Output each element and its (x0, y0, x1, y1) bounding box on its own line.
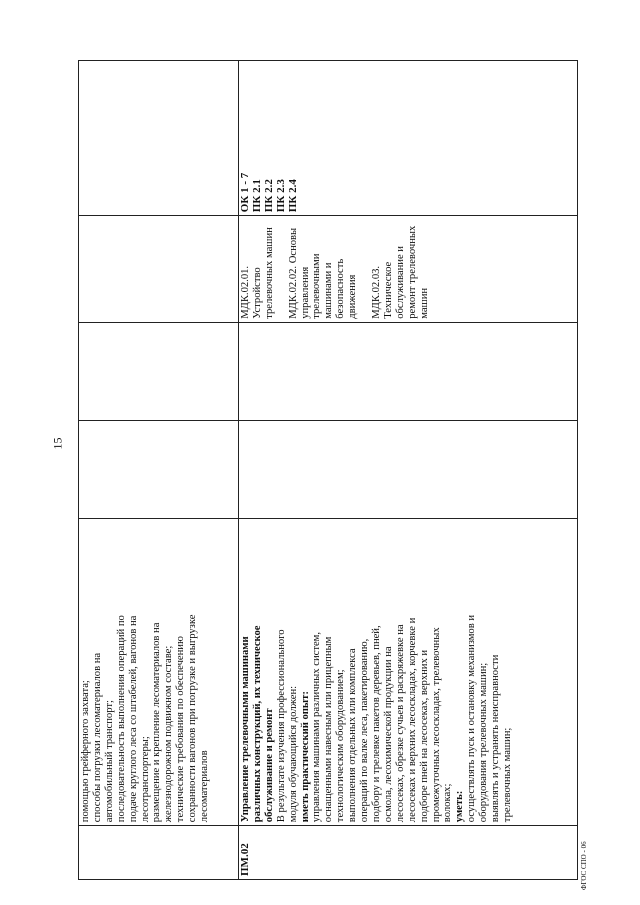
mdk-line: машин (418, 287, 430, 319)
mdk-line: МДК.02.01. (240, 265, 251, 319)
mdk-line: трелевочных машин (263, 227, 275, 319)
description-line: технологическим оборудованием; (335, 669, 347, 823)
description-line: осуществлять пуск и остановку механизмов и (466, 614, 478, 823)
competency-code: ПК 2.4 (286, 179, 299, 213)
description-line: промежуточных лесоскладах, трелевочных (430, 627, 442, 823)
curriculum-table (78, 60, 578, 880)
description-line: операций по валке леса, пакетированию, (359, 638, 371, 823)
mdk-line: движения (347, 274, 359, 319)
mdk-cell (79, 216, 239, 323)
hours-cell (239, 420, 578, 518)
description-line: железнодорожном подвижном составе; (163, 645, 175, 823)
table-row (239, 61, 578, 880)
description-line: лесотранспортеры; (139, 736, 151, 823)
description-line: оборудования трелевочных машин; (478, 662, 490, 823)
description-line: различных конструкций, их техническое (251, 625, 263, 823)
description-line: Управление трелевочными машинами (240, 636, 251, 823)
table-row (79, 61, 239, 880)
description-line: уметь: (454, 790, 466, 823)
mdk-line: машинами и (323, 262, 335, 319)
description-line: модуля обучающийся должен: (287, 685, 299, 823)
module-code: ПМ.02 (239, 843, 251, 876)
description-line: помощью грейферного захвата; (80, 680, 91, 823)
hours-cell (79, 322, 239, 420)
description-line: иметь практический опыт: (299, 691, 311, 823)
module-code-cell (79, 826, 239, 880)
description-line: сохранности вагонов при погрузке и выгрузке (187, 614, 199, 823)
hours-cell (239, 322, 578, 420)
mdk-line: МДК.02.03. (370, 265, 382, 319)
description-line: В результате изучения профессионального (275, 629, 287, 823)
mdk-line: обслуживание и (394, 246, 406, 319)
description-line: волоках; (442, 783, 454, 823)
description-line: выполнения отдельных или комплекса (347, 648, 359, 823)
description-line: подаче круглого леса со штабелей, вагонов на (127, 615, 139, 823)
description-line: подборе пней на лесосеках, верхних и (418, 649, 430, 823)
description-line: подбору и трелевке пакетов деревьев, пней, (370, 625, 382, 823)
description-line: технические требования по обеспечению (175, 636, 187, 823)
mdk-line: трелевочными (311, 253, 323, 319)
mdk-line: МДК.02.02. Основы (287, 227, 299, 319)
description-cell (79, 519, 239, 826)
curriculum-table-landscape (78, 60, 578, 880)
page-number: 15 (50, 437, 65, 450)
rotated-table-container (78, 60, 578, 880)
description-line: управления машинами различных систем, (311, 632, 323, 823)
description-line: обслуживание и ремонт (263, 708, 275, 823)
mdk-line: Техническое (382, 261, 394, 319)
mdk-line (359, 219, 371, 319)
description-line: последовательность выполнения операций по (115, 615, 127, 823)
footer-wrap (580, 830, 590, 890)
description-line: автомобильный транспорт; (103, 700, 115, 823)
description-line: лесоматериалов (199, 750, 211, 823)
competencies-cell (79, 61, 239, 216)
mdk-line (276, 219, 288, 319)
description-line: способы погрузки лесоматериалов на (91, 652, 103, 823)
description-line: выявлять и устранять неисправности (490, 654, 502, 823)
description-line: размещение и крепление лесоматериалов на (151, 622, 163, 823)
mdk-cell (239, 216, 578, 323)
footer-label: ФГОС СПО - 06 (580, 841, 588, 890)
competencies-cell (239, 61, 578, 216)
competency-code: ПК 2.2 (262, 179, 275, 213)
competency-code: ПК 2.1 (250, 179, 263, 213)
description-line: трелевочных машин; (501, 727, 513, 823)
mdk-line: безопасность (335, 258, 347, 319)
mdk-line: ремонт трелевочных (406, 225, 418, 319)
description-line: осмола, лесохимической продукции на (382, 646, 394, 823)
competency-code: ПК 2.3 (274, 179, 287, 213)
description-line: лесосеках и верхних лесоскладах, корчевке и (406, 617, 418, 823)
mdk-line: Устройство (251, 267, 263, 319)
description-line: лесосеках, обрезке сучьев и раскряжевке на (394, 624, 406, 823)
description-line: оснащенными навесным или прицепным (323, 636, 335, 823)
description-cell (239, 519, 578, 826)
competency-code: ОК 1 - 7 (239, 172, 251, 213)
module-code-cell (239, 826, 578, 880)
mdk-line: управления (299, 266, 311, 319)
hours-cell (79, 420, 239, 518)
